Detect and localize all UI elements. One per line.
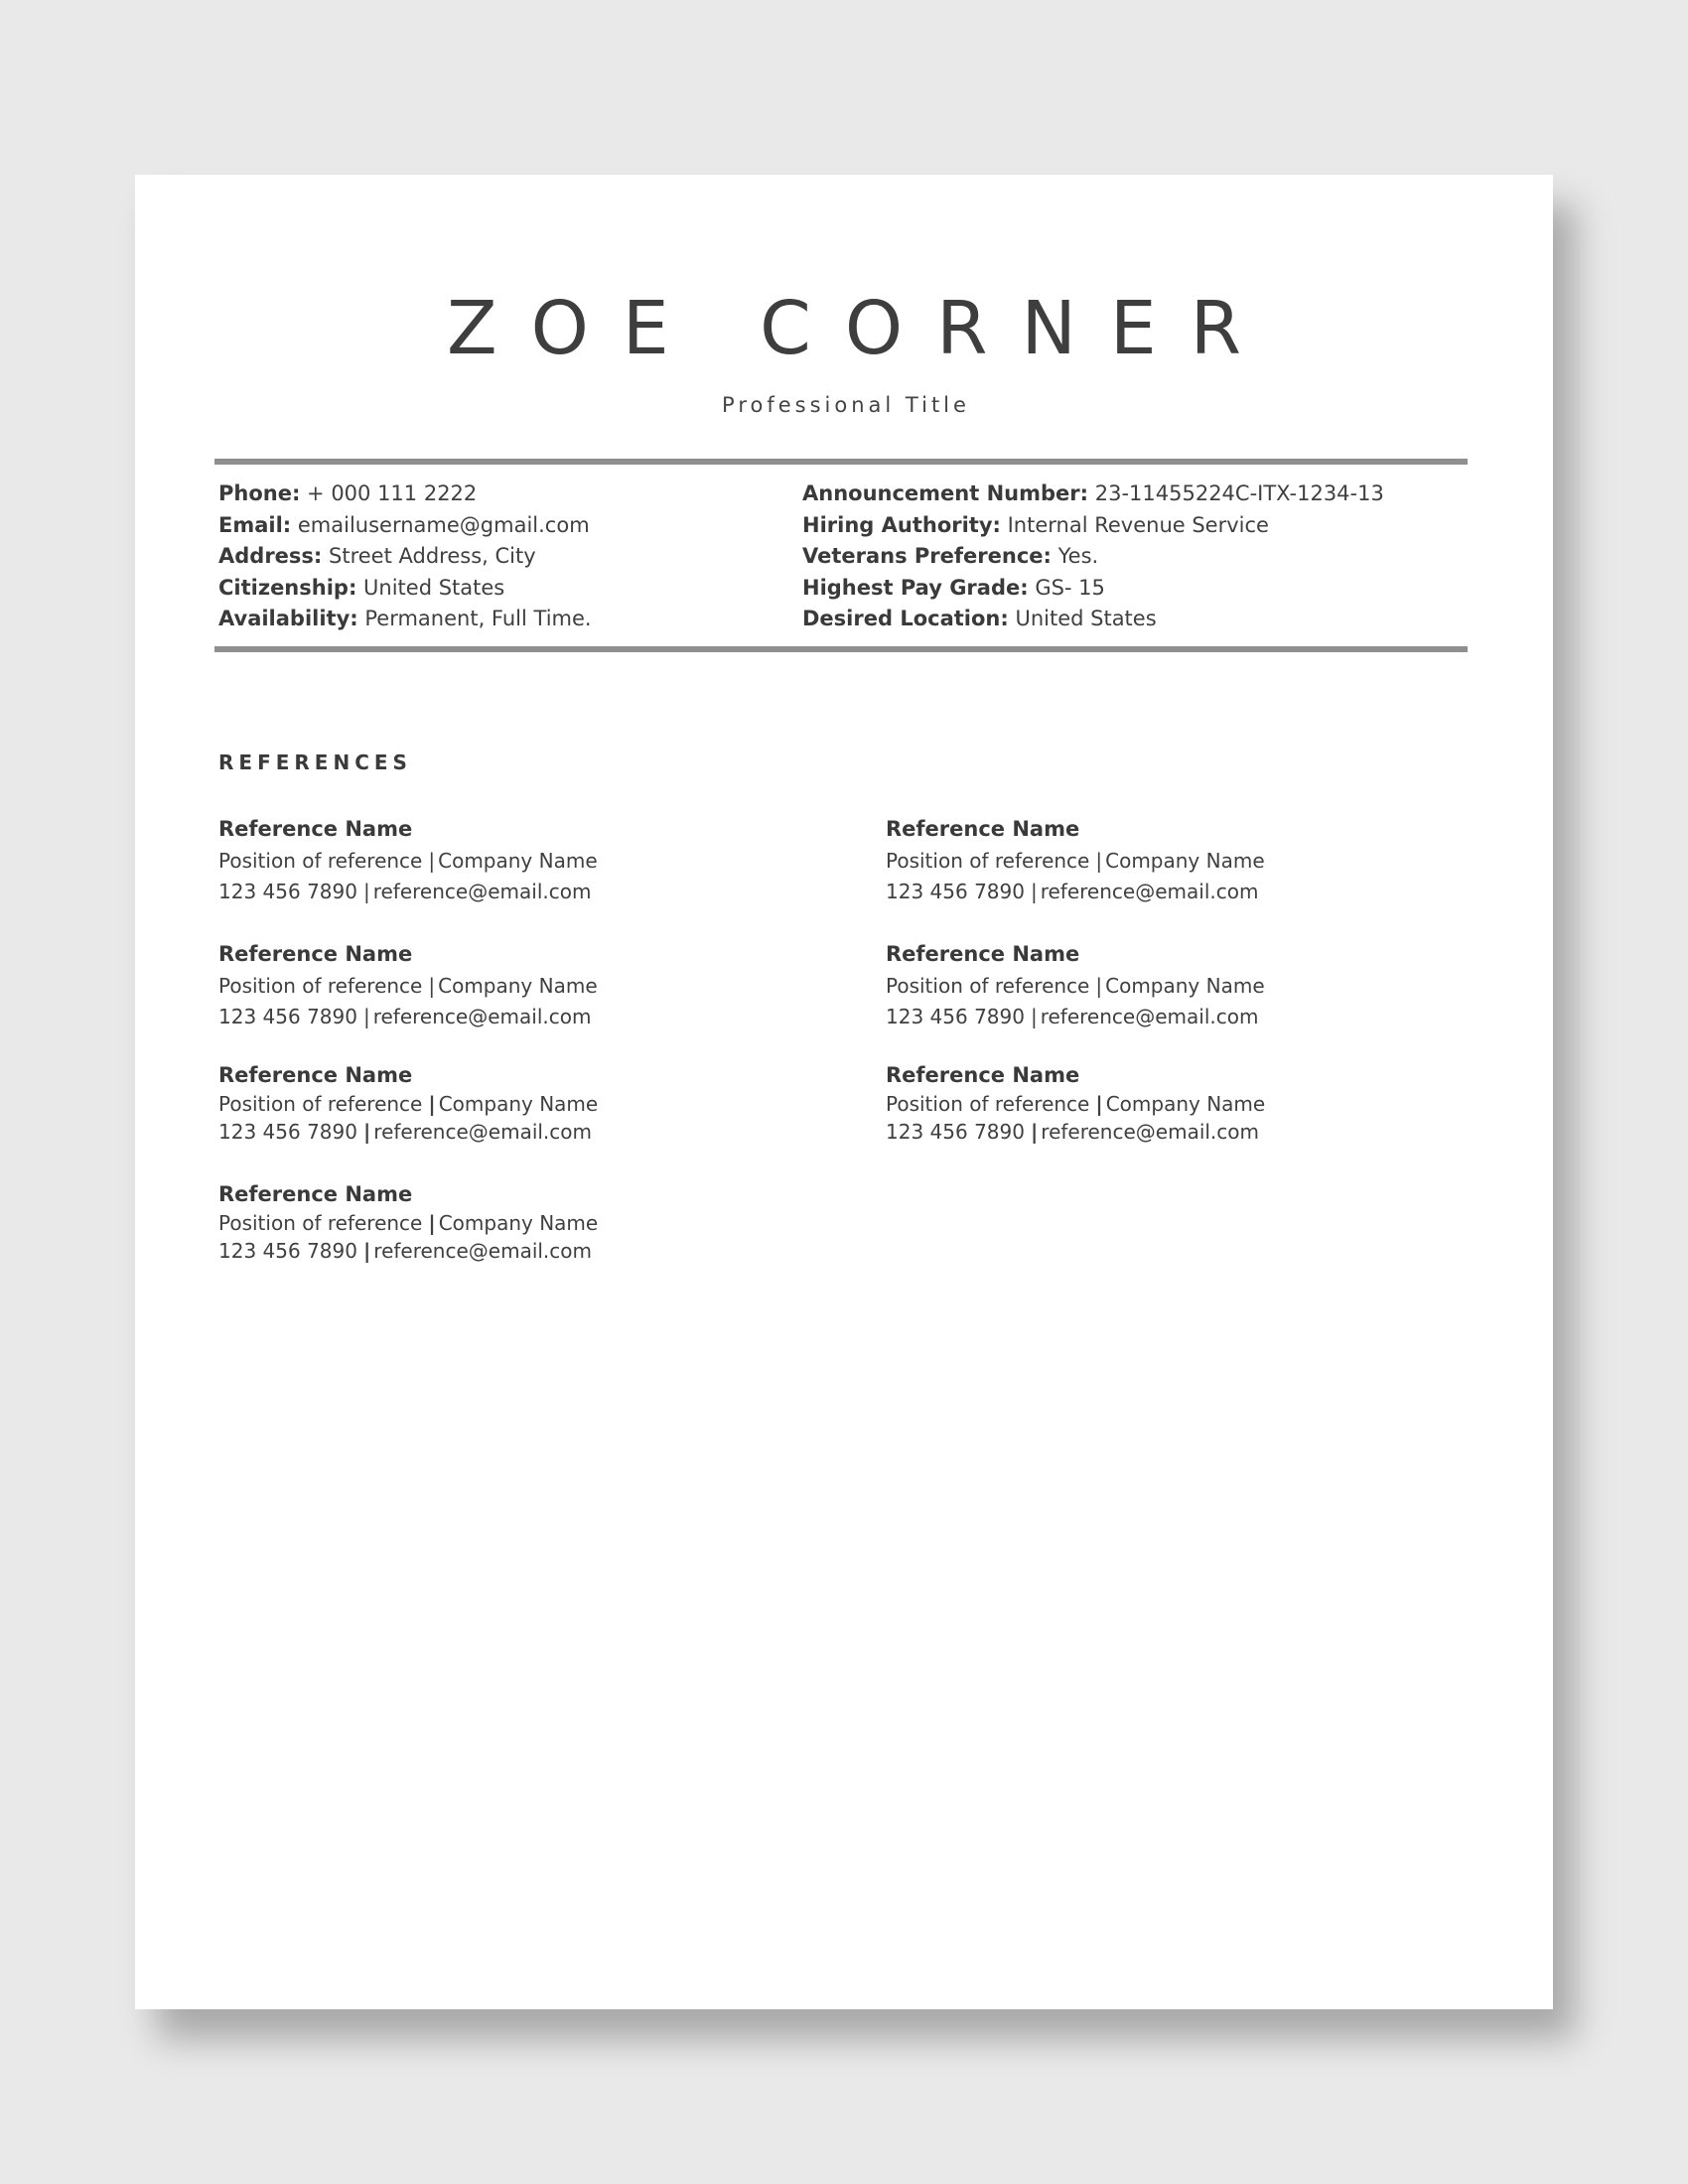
reference-item	[886, 939, 1265, 1033]
reference-company: Company Name	[438, 973, 598, 998]
reference-contact-line	[218, 1002, 598, 1033]
reference-position-line	[886, 1090, 1265, 1119]
separator: |	[428, 973, 436, 998]
contact-label: Hiring Authority:	[802, 512, 1001, 537]
reference-phone: 123 456 7890	[218, 1120, 357, 1144]
contact-label: Desired Location:	[802, 607, 1009, 630]
contact-value: GS- 15	[1035, 575, 1105, 600]
contact-column-right	[802, 478, 1384, 635]
separator: |	[1030, 1005, 1038, 1028]
reference-position: Position of reference	[886, 1091, 1090, 1116]
reference-phone: 123 456 7890	[218, 1239, 357, 1263]
contact-availability	[218, 604, 592, 635]
contact-label: Veterans Preference:	[802, 544, 1052, 568]
contact-label: Address:	[218, 544, 323, 568]
reference-position-line	[218, 971, 598, 1003]
contact-label: Highest Pay Grade:	[802, 575, 1029, 600]
reference-company: Company Name	[438, 848, 598, 873]
contact-label: Announcement Number:	[802, 481, 1089, 505]
reference-phone: 123 456 7890	[886, 1120, 1025, 1144]
reference-name: Reference Name	[218, 1182, 413, 1206]
reference-contact-line	[886, 1118, 1265, 1147]
reference-position: Position of reference	[886, 848, 1090, 873]
reference-contact-line	[886, 877, 1265, 908]
reference-position-line	[886, 971, 1265, 1003]
reference-position: Position of reference	[218, 848, 423, 873]
contact-value: Internal Revenue Service	[1007, 512, 1269, 537]
reference-item	[218, 1061, 598, 1147]
reference-item	[218, 939, 598, 1033]
resume-page	[135, 175, 1553, 2009]
contact-value: + 000 111 2222	[307, 481, 478, 505]
reference-item	[218, 1180, 598, 1266]
contact-label: Email:	[218, 512, 292, 537]
separator: |	[428, 1091, 436, 1116]
contact-column-left	[218, 478, 592, 635]
reference-email: reference@email.com	[1040, 1005, 1259, 1028]
contact-phone	[218, 478, 592, 510]
reference-email: reference@email.com	[373, 1120, 593, 1144]
reference-email: reference@email.com	[373, 1239, 593, 1263]
reference-contact-line	[218, 1237, 598, 1266]
separator: |	[428, 1210, 436, 1235]
reference-phone: 123 456 7890	[886, 880, 1025, 903]
reference-position: Position of reference	[218, 973, 423, 998]
reference-position: Position of reference	[218, 1091, 423, 1116]
reference-position: Position of reference	[218, 1210, 423, 1235]
reference-name: Reference Name	[886, 1063, 1080, 1087]
reference-name: Reference Name	[218, 1063, 413, 1087]
contact-pay-grade	[802, 573, 1384, 605]
separator: |	[428, 848, 436, 873]
reference-company: Company Name	[1105, 848, 1265, 873]
reference-position-line	[886, 846, 1265, 878]
separator: |	[362, 1005, 370, 1028]
contact-value: emailusername@gmail.com	[297, 512, 590, 537]
separator: |	[1030, 880, 1038, 903]
reference-item	[886, 814, 1265, 908]
reference-item	[886, 1061, 1265, 1147]
reference-phone: 123 456 7890	[218, 1005, 357, 1028]
reference-item	[218, 814, 598, 908]
reference-position-line	[218, 1209, 598, 1238]
reference-email: reference@email.com	[1041, 1120, 1260, 1144]
reference-phone: 123 456 7890	[886, 1005, 1025, 1028]
contact-value: 23-11455224C-ITX-1234-13	[1094, 481, 1384, 505]
reference-name: Reference Name	[886, 942, 1080, 966]
reference-name: Reference Name	[886, 817, 1080, 841]
separator: |	[1095, 1091, 1103, 1116]
separator: |	[1030, 1120, 1039, 1144]
contact-citizenship	[218, 573, 592, 605]
contact-label: Citizenship:	[218, 575, 357, 600]
contact-value: Permanent, Full Time.	[364, 607, 592, 630]
reference-email: reference@email.com	[372, 1005, 592, 1028]
reference-contact-line	[218, 877, 598, 908]
contact-announcement-number	[802, 478, 1384, 510]
contact-hiring-authority	[802, 510, 1384, 542]
separator: |	[362, 1239, 371, 1263]
header-rule-top	[214, 459, 1468, 465]
reference-company: Company Name	[1105, 973, 1265, 998]
reference-contact-line	[218, 1118, 598, 1147]
professional-title: Professional Title	[722, 393, 970, 417]
reference-contact-line	[886, 1002, 1265, 1033]
reference-position-line	[218, 846, 598, 878]
reference-email: reference@email.com	[1040, 880, 1259, 903]
contact-value: United States	[363, 575, 505, 600]
separator: |	[362, 1120, 371, 1144]
reference-email: reference@email.com	[372, 880, 592, 903]
reference-name: Reference Name	[218, 942, 413, 966]
contact-label: Availability:	[218, 607, 358, 630]
reference-name: Reference Name	[218, 817, 413, 841]
contact-label: Phone:	[218, 481, 301, 505]
reference-phone: 123 456 7890	[218, 880, 357, 903]
contact-veterans-preference	[802, 541, 1384, 573]
reference-company: Company Name	[1105, 1091, 1266, 1116]
separator: |	[1095, 848, 1103, 873]
contact-desired-location	[802, 604, 1384, 635]
reference-company: Company Name	[438, 1210, 599, 1235]
reference-company: Company Name	[438, 1091, 599, 1116]
header-rule-bottom	[214, 646, 1468, 652]
separator: |	[362, 880, 370, 903]
separator: |	[1095, 973, 1103, 998]
reference-position: Position of reference	[886, 973, 1090, 998]
contact-value: Yes.	[1057, 544, 1099, 568]
candidate-name: ZOE CORNER	[446, 286, 1276, 371]
references-heading: REFERENCES	[218, 751, 412, 774]
reference-position-line	[218, 1090, 598, 1119]
contact-value: United States	[1015, 607, 1157, 630]
contact-value: Street Address, City	[329, 544, 536, 568]
contact-email	[218, 510, 592, 542]
contact-address	[218, 541, 592, 573]
